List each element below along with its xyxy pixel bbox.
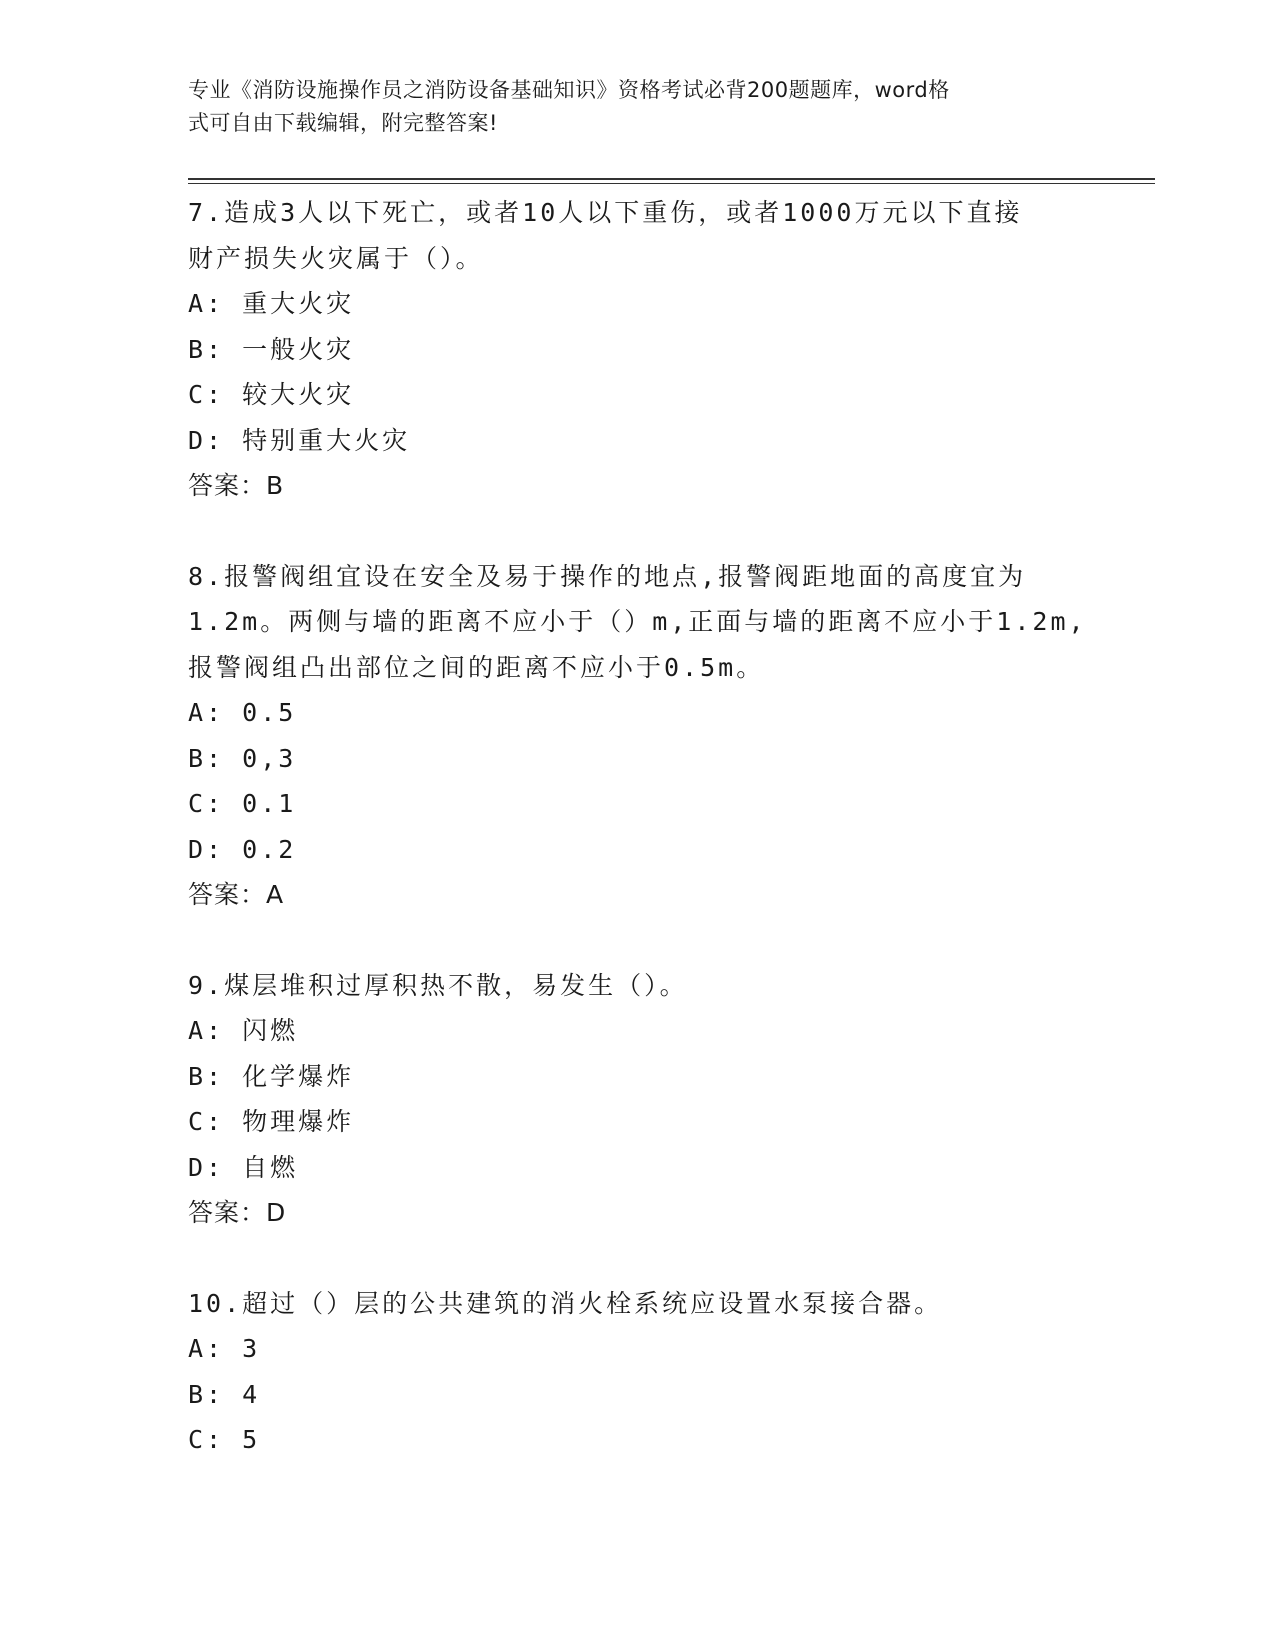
option-b: B: 一般火灾 xyxy=(188,334,355,364)
option-b: B: 4 xyxy=(188,1379,261,1409)
question-stem: 报警阀组凸出部位之间的距离不应小于0.5m。 xyxy=(188,652,765,682)
header-divider-thin xyxy=(188,183,1155,184)
question-stem: 7.造成3人以下死亡，或者10人以下重伤，或者1000万元以下直接 xyxy=(188,198,1023,227)
option-c: C: 5 xyxy=(188,1425,261,1454)
option-c: C: 较大火灾 xyxy=(188,380,355,409)
option-b: B: 0,3 xyxy=(188,743,297,773)
header-divider-thick xyxy=(188,178,1155,180)
header-line-1: 专业《消防设施操作员之消防设备基础知识》资格考试必背200题题库，word格 xyxy=(188,78,950,102)
question-10 xyxy=(188,1281,1088,1463)
option-d: D: 特别重大火灾 xyxy=(188,425,411,455)
question-7 xyxy=(188,190,1088,509)
question-8 xyxy=(188,554,1088,918)
spacer xyxy=(188,509,1088,554)
question-9 xyxy=(188,963,1088,1236)
question-stem: 9.煤层堆积过厚积热不散，易发生（）。 xyxy=(188,970,688,1000)
question-stem: 8.报警阀组宜设在安全及易于操作的地点,报警阀距地面的高度宜为 xyxy=(188,561,1027,591)
question-list xyxy=(188,190,1088,1463)
spacer xyxy=(188,918,1088,963)
question-stem: 财产损失火灾属于（）。 xyxy=(188,243,484,273)
option-a: A: 重大火灾 xyxy=(188,289,355,318)
option-b: B: 化学爆炸 xyxy=(188,1061,355,1091)
option-d: D: 0.2 xyxy=(188,834,297,864)
option-c: C: 物理爆炸 xyxy=(188,1107,355,1136)
document-header xyxy=(188,74,1068,140)
spacer xyxy=(188,1236,1088,1281)
option-a: A: 0.5 xyxy=(188,698,297,727)
answer: 答案：B xyxy=(188,471,285,500)
option-c: C: 0.1 xyxy=(188,789,297,818)
question-stem: 10.超过（）层的公共建筑的消火栓系统应设置水泵接合器。 xyxy=(188,1288,943,1318)
question-stem: 1.2m。两侧与墙的距离不应小于（）m,正面与墙的距离不应小于1.2m, xyxy=(188,607,1087,636)
answer: 答案：D xyxy=(188,1198,287,1227)
answer: 答案：A xyxy=(188,880,285,909)
option-a: A: 3 xyxy=(188,1334,261,1363)
option-d: D: 自燃 xyxy=(188,1152,299,1182)
option-a: A: 闪燃 xyxy=(188,1016,299,1045)
header-line-2: 式可自由下载编辑，附完整答案! xyxy=(188,111,498,135)
